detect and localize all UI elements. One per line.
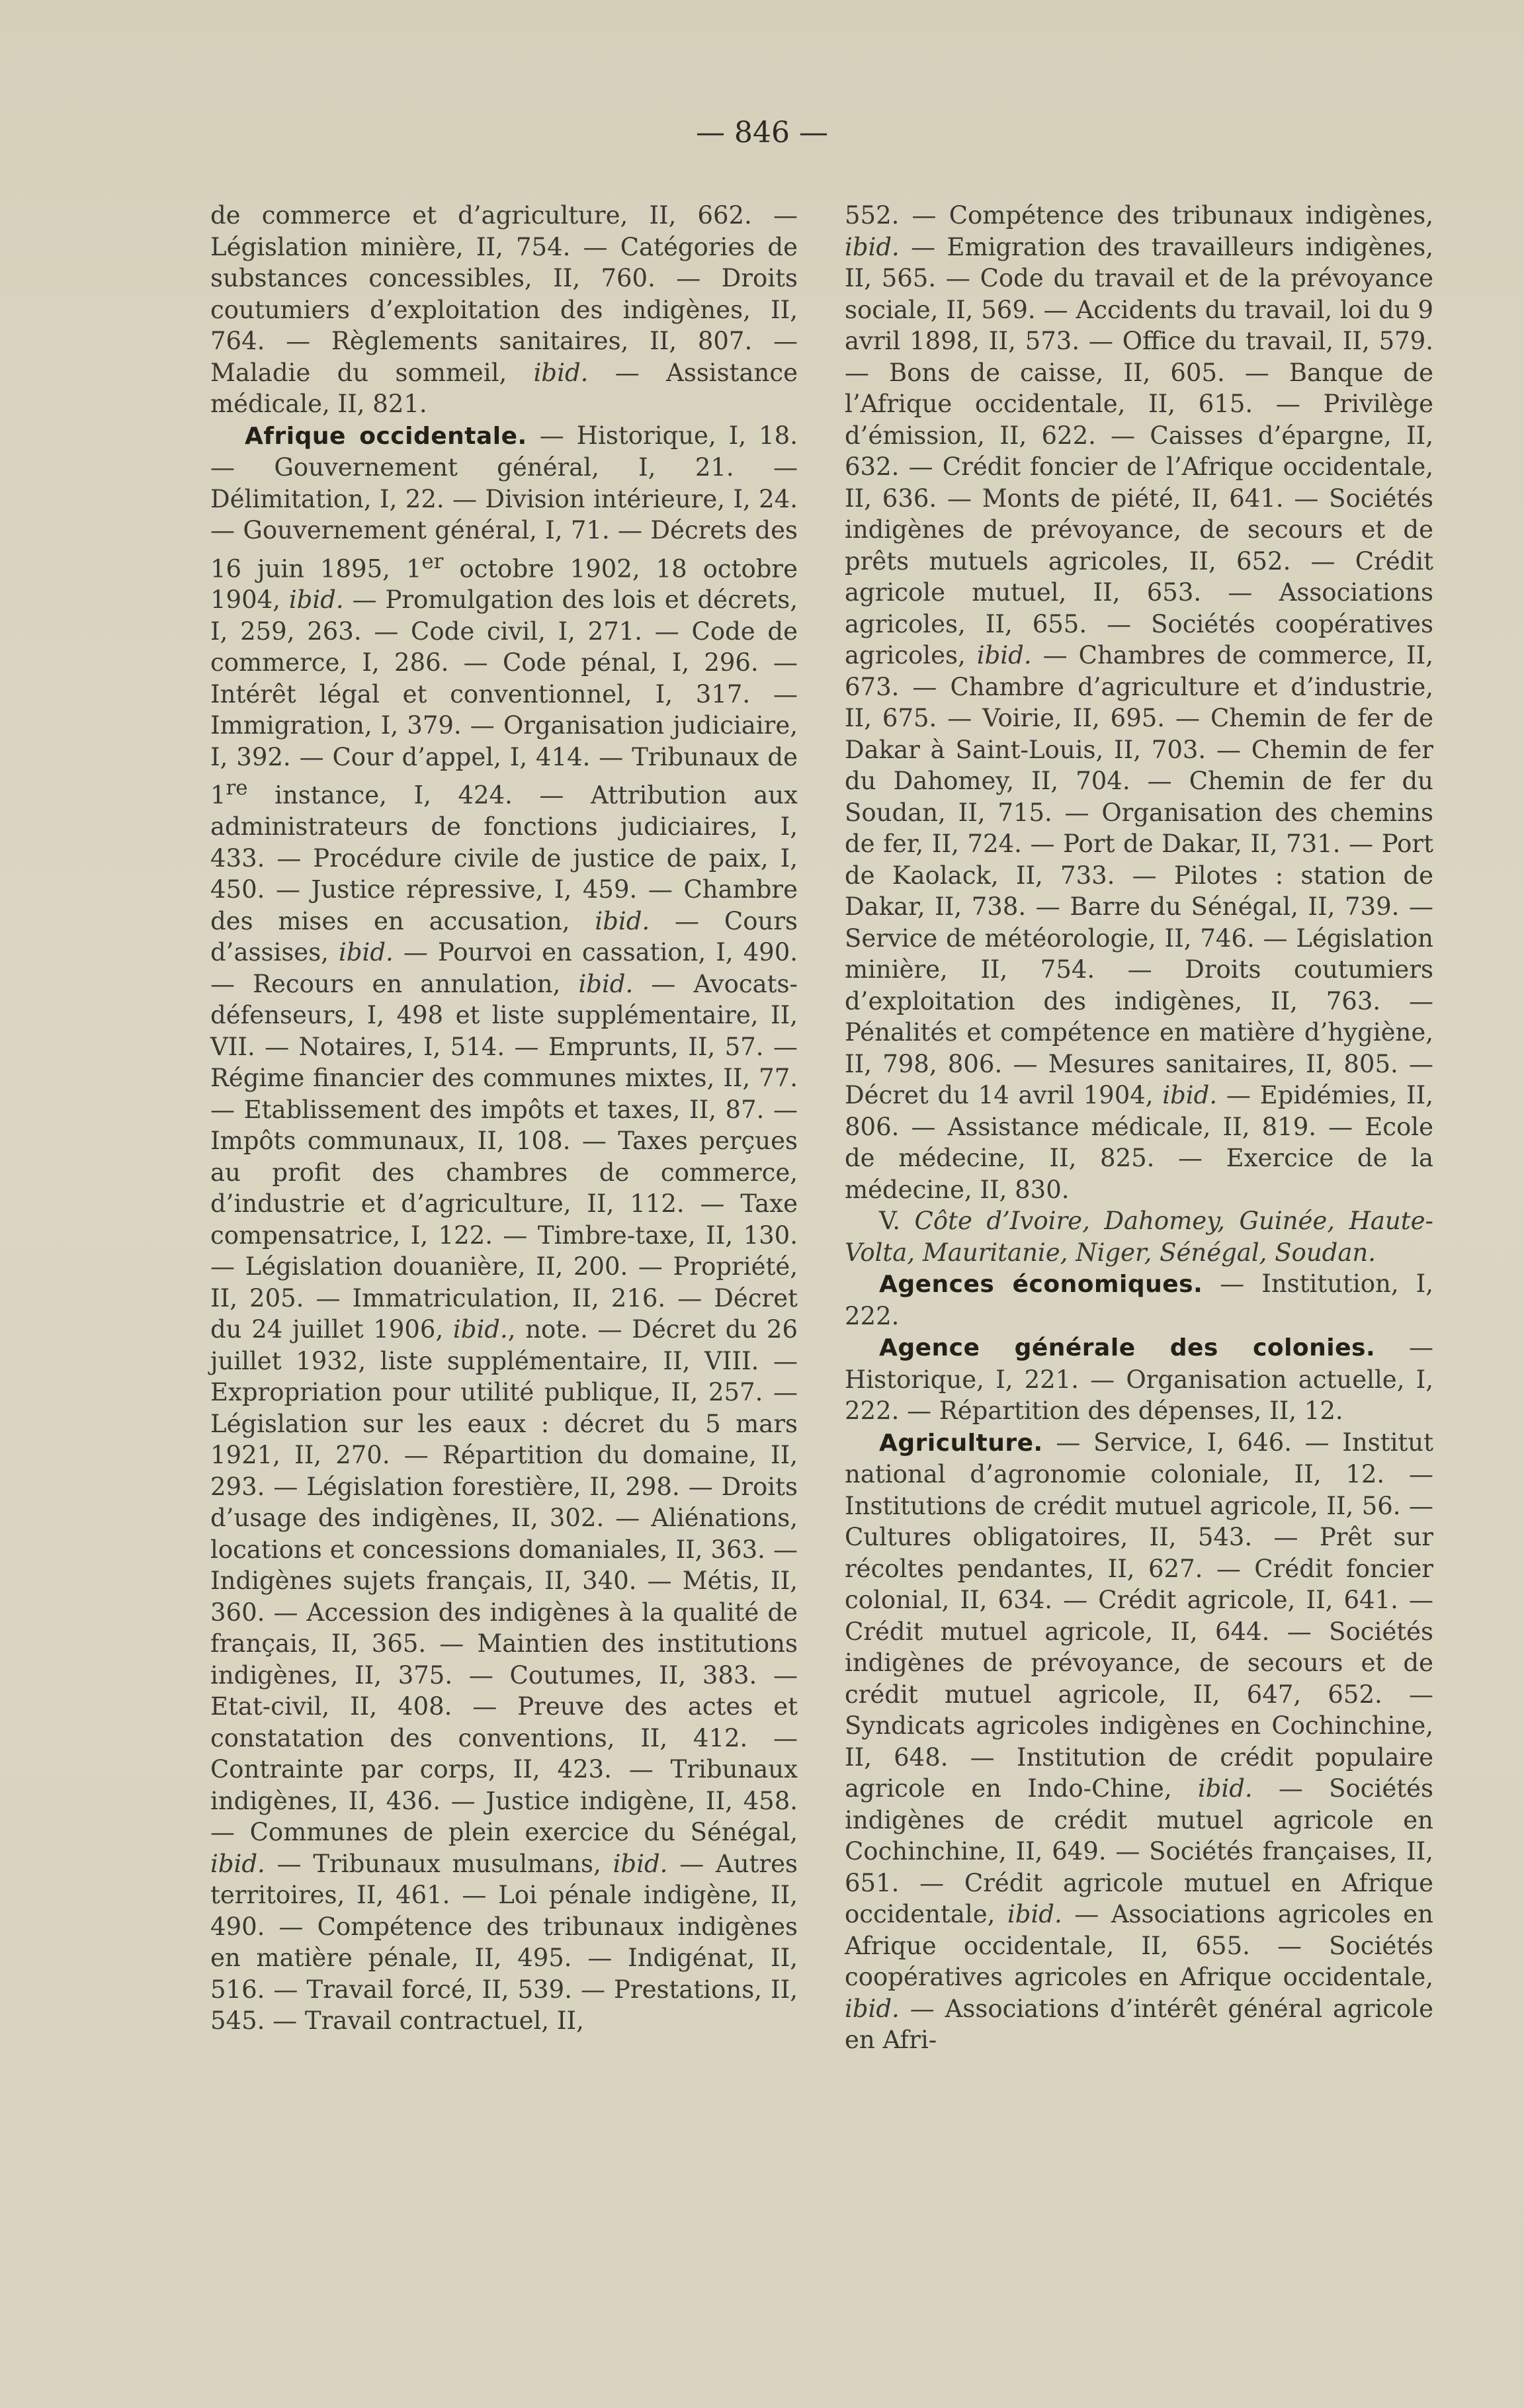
entry-agriculture [845, 1427, 1433, 2056]
ibid-ref: ibid. [1197, 1774, 1253, 1803]
ibid-ref: ibid. [613, 1849, 668, 1878]
entry-heading: Agriculture. [879, 1429, 1043, 1457]
entry-agence-generale [845, 1332, 1433, 1427]
ibid-ref: ibid. [533, 358, 589, 387]
see-also-list: Côte d’Ivoire, Dahomey, Guinée, Haute-Volta, Mauritanie, Niger, Sénégal, Soudan. [845, 1207, 1433, 1267]
entry-continuation [210, 200, 798, 420]
entry-text: — Tribunaux musulmans, [265, 1849, 613, 1878]
entry-text: — Sociétés indigènes de crédit mutuel agricole en Cochinchine, II, 649. — Sociétés françaises, II, 651. — Crédit agricole mutuel en Afrique occidentale, [845, 1774, 1433, 1928]
entry-text: — Service, I, 646. — Institut national d’agronomie coloniale, II, 12. — Institutions de crédit mutuel agricole, II, 56. — Cultures obligatoires, II, 543. — Prêt sur récoltes pendantes, II, 627. — Crédit foncier colonial, II, 634. — Crédit agricole, II, 641. — Crédit mutuel agricole, II, 644. — Sociétés indigènes de prévoyance, de secours et de crédit mutuel agricole, II, 647, 652. — Syndicats agricoles indigènes en Cochinchine, II, 648. — Institution de crédit populaire agricole en Indo-Chine, [845, 1428, 1433, 1803]
ibid-ref: ibid. [578, 969, 634, 998]
see-also [845, 1205, 1433, 1268]
see-label: V. [879, 1207, 915, 1235]
entry-text: — Avocats-défenseurs, I, 498 et liste supplémentaire, II, VII. — Notaires, I, 514. — Emprunts, II, 57. — Régime financier des communes mixtes, II, 77. — Etablissement des impôts et taxes, II, 87. — Impôts communaux, II, 108. — Taxes perçues au profit des chambres de commerce, d’industrie et d’agriculture, II, 112. — Taxe compensatrice, I, 122. — Timbre-taxe, II, 130. — Législation douanière, II, 200. — Propriété, II, 205. — Immatriculation, II, 216. — Décret du 24 juillet 1906, [210, 969, 798, 1344]
page-number: — 846 — [696, 116, 828, 150]
entry-text: — Associations agricoles en Afrique occidentale, II, 655. — Sociétés coopératives agricoles en Afrique occidentale, [845, 1900, 1433, 1991]
right-column [845, 200, 1433, 2056]
ibid-ref: ibid. [1162, 1081, 1218, 1109]
ibid-ref: ibid. [210, 1849, 265, 1878]
entry-afrique-occidentale [210, 420, 798, 2037]
entry-text: — Chambres de commerce, II, 673. — Chambre d’agriculture et d’industrie, II, 675. — Voirie, II, 695. — Chemin de fer de Dakar à Saint-Louis, II, 703. — Chemin de fer du Dahomey, II, 704. — Chemin de fer du Soudan, II, 715. — Organisation des chemins de fer, II, 724. — Port de Dakar, II, 731. — Port de Kaolack, II, 733. — Pilotes : station de Dakar, II, 738. — Barre du Sénégal, II, 739. — Service de météorologie, II, 746. — Législation minière, II, 754. — Droits coutumiers d’exploitation des indigènes, II, 763. — Pénalités et compétence en matière d’hygiène, II, 798, 806. — Mesures sanitaires, II, 805. — Décret du 14 avril 1904, [845, 641, 1433, 1109]
entry-heading: Agences économiques. [879, 1271, 1203, 1298]
ibid-ref: ibid. [845, 1994, 900, 2023]
entry-text: 552. — Compétence des tribunaux indigènes, [845, 201, 1433, 230]
ibid-ref: ibid. [452, 1315, 508, 1344]
ibid-ref: ibid. [338, 938, 394, 967]
entry-text: — Pourvoi en cassation, I, 490. — Recours en annulation, [210, 938, 798, 998]
left-column [210, 200, 798, 2037]
entry-text: — Autres territoires, II, 461. — Loi pénale indigène, II, 490. — Compétence des tribunaux indigènes en matière pénale, II, 495. — Indigénat, II, 516. — Travail forcé, II, 539. — Prestations, II, 545. — Travail contractuel, II, [210, 1849, 798, 2036]
entry-text: — Cours d’assises, [210, 906, 798, 967]
entry-text: — Historique, I, 221. — Organisation actuelle, I, 222. — Répartition des dépenses, II, 12. [845, 1333, 1434, 1425]
entry-text: — Promulgation des lois et décrets, I, 259, 263. — Code civil, I, 271. — Code de commerce, I, 286. — Code pénal, I, 296. — Intérêt légal et conventionnel, I, 317. — Immigration, I, 379. — Organisation judiciaire, I, 392. — Cour d’appel, I, 414. — Tribunaux de 1 [210, 585, 798, 810]
entry-text: — Associations d’intérêt général agricole en Afri- [845, 1994, 1433, 2054]
ibid-ref: ibid. [288, 585, 344, 615]
ibid-ref: ibid. [595, 906, 650, 935]
superscript: er [421, 549, 444, 574]
entry-text: — Historique, I, 18. — Gouvernement général, I, 21. — Délimitation, I, 22. — Division intérieure, I, 24. — Gouvernement général, I, 71. — Décrets des 16 juin 1895, 1 [210, 421, 798, 583]
ibid-ref: ibid. [976, 641, 1032, 669]
entry-text: — Emigration des travailleurs indigènes, II, 565. — Code du travail et de la prévoyance sociale, II, 569. — Accidents du travail, loi du 9 avril 1898, II, 573. — Office du travail, II, 579. — Bons de caisse, II, 605. — Banque de l’Afrique occidentale, II, 615. — Privilège d’émission, II, 622. — Caisses d’épargne, II, 632. — Crédit foncier de l’Afrique occidentale, II, 636. — Monts de piété, II, 641. — Sociétés indigènes de prévoyance, de secours et de prêts mutuels agricoles, II, 652. — Crédit agricole mutuel, II, 653. — Associations agricoles, II, 655. — Sociétés coopératives agricoles, [845, 232, 1433, 669]
entry-text: , note. — Décret du 26 juillet 1932, liste supplémentaire, II, VIII. — Expropriation pour utilité publique, II, 257. — Législation sur les eaux : décret du 5 mars 1921, II, 270. — Répartition du domaine, II, 293. — Législation forestière, II, 298. — Droits d’usage des indigènes, II, 302. — Aliénations, locations et concessions domaniales, II, 363. — Indigènes sujets français, II, 340. — Métis, II, 360. — Accession des indigènes à la qualité de français, II, 365. — Maintien des institutions indigènes, II, 375. — Coutumes, II, 383. — Etat-civil, II, 408. — Preuve des actes et constatation des conventions, II, 412. — Contrainte par corps, II, 423. — Tribunaux indigènes, II, 436. — Justice indigène, II, 458. — Communes de plein exercice du Sénégal, [210, 1315, 798, 1847]
ibid-ref: ibid. [1007, 1900, 1062, 1928]
entry-text: octobre 1902, 18 octobre 1904, [210, 554, 798, 615]
entry-heading: Afrique occidentale. [245, 422, 527, 450]
entry-agences-economiques [845, 1268, 1433, 1332]
entry-text: — Epidémies, II, 806. — Assistance médicale, II, 819. — Ecole de médecine, II, 825. — Exercice de la médecine, II, 830. [845, 1081, 1433, 1204]
entry-text: — Institution, I, 222. [845, 1269, 1433, 1330]
entry-text: — Assistance médicale, II, 821. [210, 358, 798, 418]
entry-heading: Agence générale des colonies. [879, 1334, 1376, 1361]
ibid-ref: ibid. [845, 232, 900, 261]
entry-text: de commerce et d’agriculture, II, 662. — Législation minière, II, 754. — Catégories de substances concessibles, II, 760. — Droits coutumiers d’exploitation des indigènes, II, 764. — Règlements sanitaires, II, 807. — Maladie du sommeil, [210, 201, 798, 387]
superscript: re [226, 776, 248, 800]
entry-continuation [845, 200, 1433, 1205]
entry-text: instance, I, 424. — Attribution aux administrateurs de fonctions judiciaires, I, 433. — Procédure civile de justice de paix, I, 450. — Justice répressive, I, 459. — Chambre des mises en accusation, [210, 781, 798, 935]
